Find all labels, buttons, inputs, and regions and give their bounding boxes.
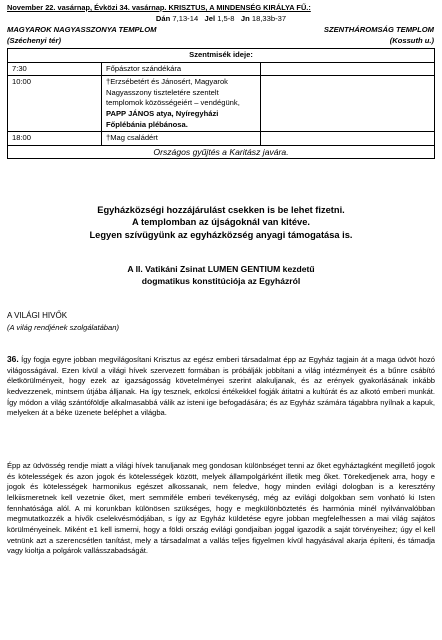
mass-row (8, 62, 435, 76)
mass-intention-text: †Erzsébetért és Jánosért, Magyarok Nagyasszony tiszteletére szentelt templomok közösségeiért – vendégünk, (106, 77, 240, 108)
reading-1-label: Dán (155, 14, 171, 23)
reading-3-label: Jn (240, 14, 250, 23)
paragraph-36 (7, 354, 435, 419)
mass-row (8, 132, 435, 146)
reading-2-ref: 1,5-8 (217, 14, 235, 23)
church-right-name: SZENTHÁROMSÁG TEMPLOM (323, 25, 434, 34)
church-right-location: (Kossuth u.) (389, 36, 434, 45)
section-title: A VILÁGI HIVŐK (7, 311, 68, 320)
document-reference-line: A II. Vatikáni Zsinat LUMEN GENTIUM kezdetű (127, 264, 315, 274)
collection-note: Országos gyűjtés a Karitász javára. (8, 145, 435, 159)
mass-row (8, 76, 435, 132)
reading-2-label: Jel (204, 14, 216, 23)
church-left-name: MAGYAROK NAGYASSZONYA TEMPLOM (7, 25, 157, 34)
mass-table-header-row (8, 49, 435, 63)
mass-intention-text: Főpásztor szándékára (106, 63, 182, 73)
mass-table-footer-row (8, 145, 435, 159)
mass-schedule-table (7, 48, 435, 159)
church-left-location: (Széchenyi tér) (7, 36, 62, 45)
reading-1-ref: 7,13-14 (172, 14, 199, 23)
mass-time: 10:00 (8, 76, 102, 132)
date-heading: November 22. vasárnap, Évközi 34. vasárnap. KRISZTUS, A MINDENSÉG KIRÁLYA FŰ.: (7, 3, 311, 12)
mass-table-title: Szentmisék ideje: (8, 49, 435, 63)
document-reference (60, 264, 382, 287)
mass-intention (102, 62, 261, 76)
paragraph-number: 36. (7, 354, 19, 364)
mass-right-cell (261, 76, 435, 132)
mass-intention (102, 132, 261, 146)
contribution-line: Egyházközségi hozzájárulást csekken is be lehet fizetni. (97, 205, 345, 215)
contribution-line: Legyen szívügyünk az egyházközség anyagi támogatása is. (89, 229, 353, 240)
section-subtitle: (A világ rendjének szolgálatában) (7, 323, 120, 332)
document-reference-line: dogmatikus konstitúciója az Egyházról (141, 275, 301, 286)
mass-time: 18:00 (8, 132, 102, 146)
paragraph-text: Így fogja egyre jobban megvilágosítani Krisztus az egész emberi társadalmat épp az Egyház tagjain át a maga üdvöt hozó világosságával. Ezen kívül a világi hívek szervezett formában is próbálják jobbítani a világ intézményeit és a bűnre csábító életkörülményeit, hogy ezek az igazságosság követelményei szerint alakuljanak, és az erények gyakorlásának inkább kedvezzenek, mintsem útjába álljanak. Ha így tesznek, erkölcsi értékekkel fogják átitatni a kultúrát és az alkotó emberi munkát. Így módon a világ szántóföldje alkalmasabbá válik az isteni ige befogadására; és az Egyház számára tágabbra nyílnak a kapuk, melyeken át a béke üzenete beléphet a világba. (7, 355, 435, 418)
mass-right-cell (261, 62, 435, 76)
contribution-notice (20, 204, 422, 241)
mass-guest-priest: PAPP JÁNOS atya, Nyíregyházi Főplébánia plébánosa. (106, 108, 219, 129)
mass-time: 7:30 (8, 62, 102, 76)
reading-3-ref: 18,33b-37 (251, 14, 287, 23)
contribution-line: A templomban az újságoknál van kitéve. (132, 217, 310, 228)
mass-right-cell (261, 132, 435, 146)
mass-intention (102, 76, 261, 132)
mass-intention-text: †Mag családért (106, 133, 158, 143)
scripture-readings (0, 14, 442, 23)
paragraph-continuation: Épp az üdvösség rendje miatt a világi hívek tanuljanak meg gondosan különbséget tenni az őket egyháztagként megillető jogok és kötelességek és azon jogok és kötelességek között, melyek állampolgárként illetik meg őket. Törekedjenek arra, hogy e jogok és kötelességek harmonikus egészet alkossanak, nem feledve, hogy minden evilági dologban is a keresztény lelkiismeretnek kell vezetnie őket, mert semmiféle emberi tevékenység, még az evilági dolgokban sem vonható ki Isten fennhatósága alól. A mi korunkban különösen szükséges, hogy e megkülönböztetés és harmónia minél nyilvánvalóbban megmutatkozzék a hívők cselekvésmódjában, s így az Egyház küldetése egyre jobban megfelelhessen a mai világ sajátos körülményeinek. Miként e1 kell ismerni, hogy a földi ország evilági gondjaiban joggal igazodik a saját törvényeihez; úgy el kell vetnünk azt a szerencsétlen tanítást, mely a társadalmat a vallás teljes figyelmen kívül hagyásával akarja építeni, és támadja vagy kioltja a polgárok vallásszabadságát. (7, 461, 435, 556)
